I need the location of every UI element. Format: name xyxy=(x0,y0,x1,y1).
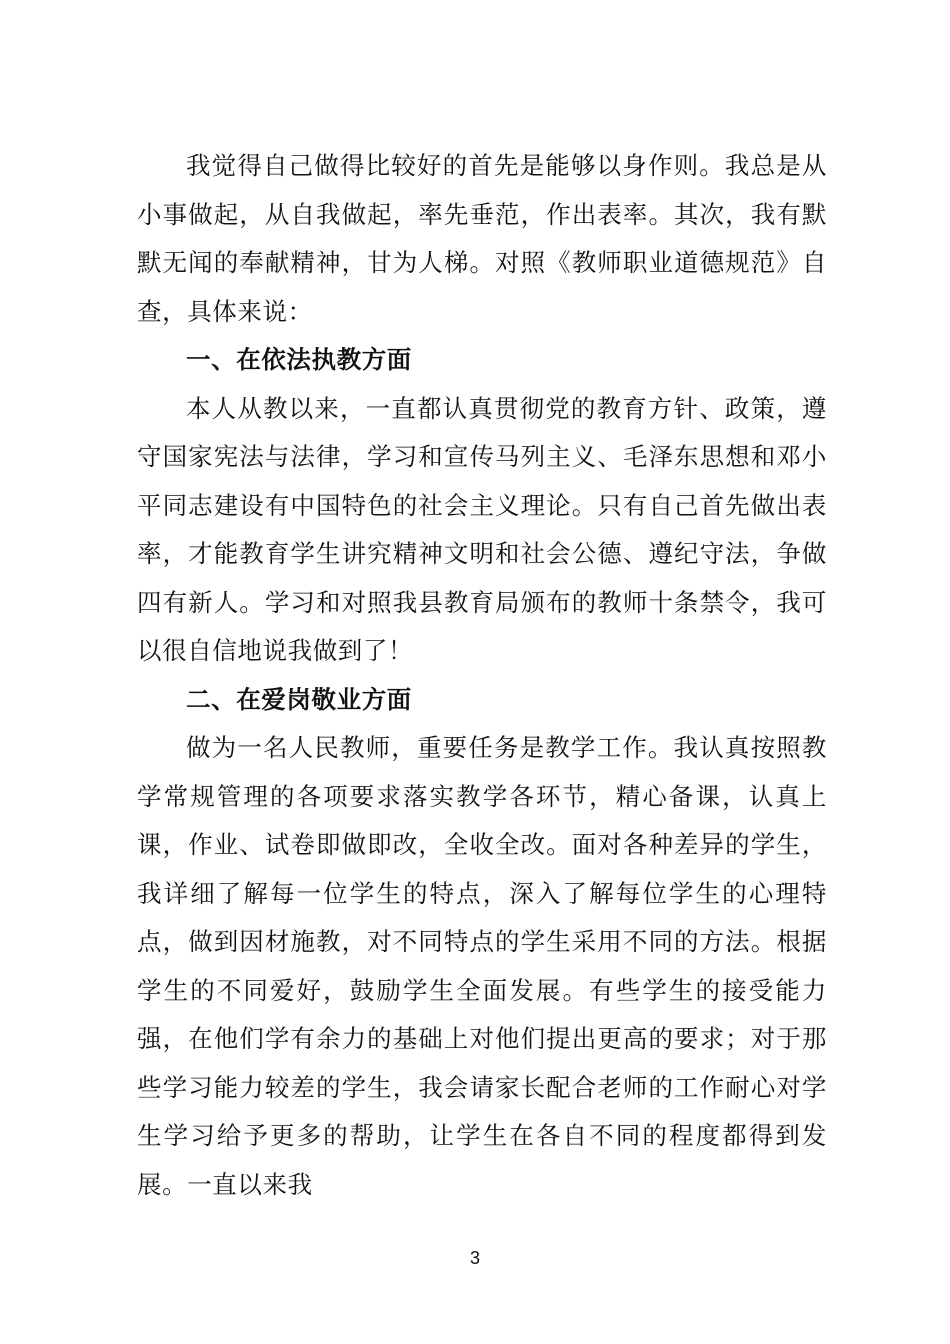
paragraph-section-1: 本人从教以来，一直都认真贯彻党的教育方针、政策，遵守国家宪法与法律，学习和宣传马列主义、毛泽东思想和邓小平同志建设有中国特色的社会主义理论。只有自己首先做出表率，才能教育学生讲究精神文明和社会公德、遵纪守法，争做四有新人。学习和对照我县教育局颁布的教师十条禁令，我可以很自信地说我做到了！ xyxy=(137,393,827,665)
paragraph-intro: 我觉得自己做得比较好的首先是能够以身作则。我总是从小事做起，从自我做起，率先垂范，作出表率。其次，我有默默无闻的奉献精神，甘为人梯。对照《教师职业道德规范》自查，具体来说： xyxy=(137,151,827,326)
section-heading-2: 二、在爱岗敬业方面 xyxy=(186,684,412,714)
paragraph-section-2: 做为一名人民教师，重要任务是教学工作。我认真按照教学常规管理的各项要求落实教学各环节，精心备课，认真上课，作业、试卷即做即改，全收全改。面对各种差异的学生，我详细了解每一位学生的特点，深入了解每位学生的心理特点，做到因材施教，对不同特点的学生采用不同的方法。根据学生的不同爱好，鼓励学生全面发展。有些学生的接受能力强，在他们学有余力的基础上对他们提出更高的要求；对于那些学习能力较差的学生，我会请家长配合老师的工作耐心对学生学习给予更多的帮助，让学生在各自不同的程度都得到发展。一直以来我 xyxy=(137,733,827,1199)
page-number: 3 xyxy=(469,1248,480,1268)
section-heading-1: 一、在依法执教方面 xyxy=(186,345,412,374)
document-body xyxy=(137,142,827,1209)
